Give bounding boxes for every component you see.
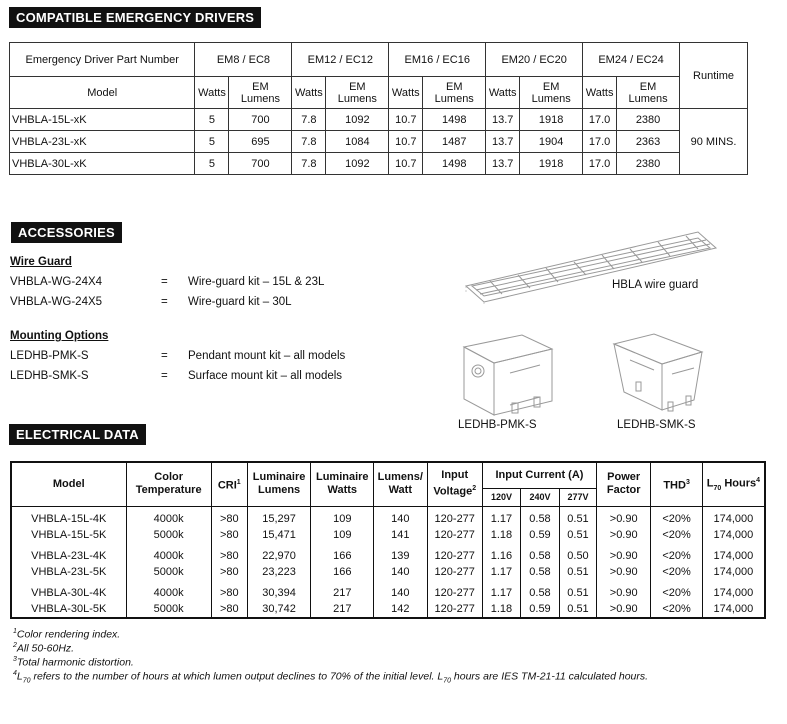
cell: 1487 — [423, 131, 486, 153]
cell: 0.58 — [520, 549, 559, 565]
cell: 30,394 — [247, 586, 311, 602]
footnote-3: $^3$Total harmonic distortion. — [13, 656, 134, 669]
cell: 0.50 — [560, 549, 597, 565]
cell: 0.51 — [560, 586, 597, 602]
wire-guard-title: Wire Guard — [10, 256, 72, 268]
group-em24: EM24 / EC24 — [583, 43, 680, 77]
cell: 141 — [374, 528, 427, 544]
cell: 174,000 — [702, 549, 765, 565]
cell: 5 — [195, 109, 229, 131]
cell: 140 — [374, 565, 427, 581]
cell: 1.17 — [482, 565, 520, 581]
cell: >80 — [211, 528, 247, 544]
cell: 7.8 — [292, 109, 326, 131]
group-em16: EM16 / EC16 — [389, 43, 486, 77]
mount-desc: Surface mount kit – all models — [188, 370, 343, 382]
cell: >80 — [211, 586, 247, 602]
watts-label: Watts — [195, 77, 229, 109]
cell: >0.90 — [596, 528, 650, 544]
cell: 2380 — [617, 109, 680, 131]
mount-part: LEDHB-PMK-S — [10, 350, 89, 362]
cell: 166 — [311, 549, 374, 565]
cell: >0.90 — [596, 565, 650, 581]
cell: 166 — [311, 565, 374, 581]
cell: VHBLA-23L-4K — [11, 549, 126, 565]
cell: 0.58 — [520, 586, 559, 602]
cell: 109 — [311, 512, 374, 528]
mounting-title: Mounting Options — [10, 330, 109, 342]
cell: 120-277 — [427, 549, 482, 565]
cell: >80 — [211, 512, 247, 528]
pmk-caption: LEDHB-PMK-S — [458, 419, 537, 431]
cell: VHBLA-30L-5K — [11, 602, 126, 619]
cell: 1904 — [520, 131, 583, 153]
model-cell: VHBLA-30L-xK — [10, 153, 195, 175]
wire-guard-desc: Wire-guard kit – 15L & 23L — [188, 276, 325, 288]
cell: 174,000 — [702, 586, 765, 602]
cell: 1092 — [326, 153, 389, 175]
group-em12: EM12 / EC12 — [292, 43, 389, 77]
cell: 0.59 — [520, 528, 559, 544]
table-row — [11, 586, 765, 602]
cell: <20% — [651, 565, 702, 581]
col-lpw: Lumens/ Watt — [374, 462, 427, 506]
footnote-1: $^1$Color rendering index. — [13, 628, 121, 641]
compat-header: COMPATIBLE EMERGENCY DRIVERS — [9, 7, 261, 28]
cell: VHBLA-15L-5K — [11, 528, 126, 544]
cell: 1498 — [423, 153, 486, 175]
cell: 7.8 — [292, 131, 326, 153]
table-row — [11, 549, 765, 565]
cell: 1498 — [423, 109, 486, 131]
cell: 1.18 — [482, 602, 520, 619]
wire-guard-part: VHBLA-WG-24X4 — [10, 276, 103, 288]
cell: 0.58 — [520, 512, 559, 528]
cell: 1092 — [326, 109, 389, 131]
cell: 5000k — [126, 602, 211, 619]
col-lum-lumens: Luminaire Lumens — [247, 462, 311, 506]
footnote-4: $^4L_{70}$ refers to the number of hours at which lumen output declines to 70% of the initial level. $L_{70}$ hours are IES TM-21-11 calculated hours. — [13, 670, 649, 685]
lumens-label: EM Lumens — [423, 77, 486, 109]
mount-part: LEDHB-SMK-S — [10, 370, 89, 382]
runtime-value: 90 MINS. — [680, 109, 748, 175]
cell: 120-277 — [427, 602, 482, 619]
cell: 0.51 — [560, 565, 597, 581]
cell: 13.7 — [486, 131, 520, 153]
watts-label: Watts — [486, 77, 520, 109]
cell: 22,970 — [247, 549, 311, 565]
table-row — [10, 153, 748, 175]
surface-mount-illustration — [610, 330, 710, 420]
col-cri: CRI$^1$ — [211, 462, 247, 506]
pendant-mount-illustration — [452, 327, 562, 422]
cell: 15,471 — [247, 528, 311, 544]
cell: 1.18 — [482, 528, 520, 544]
group-em8: EM8 / EC8 — [195, 43, 292, 77]
col-lum-watts: Luminaire Watts — [311, 462, 374, 506]
col-277v: 277V — [560, 488, 597, 506]
cell: 140 — [374, 512, 427, 528]
cell: <20% — [651, 586, 702, 602]
cell: 1.17 — [482, 586, 520, 602]
col-color-temp: Color Temperature — [126, 462, 211, 506]
equals-sign: = — [161, 276, 168, 288]
group-em20: EM20 / EC20 — [486, 43, 583, 77]
table-row — [11, 512, 765, 528]
footnote-2: $^2$All 50-60Hz. — [13, 642, 75, 655]
cell: >0.90 — [596, 602, 650, 619]
cell: 174,000 — [702, 512, 765, 528]
table-row — [11, 602, 765, 619]
col-input-voltage: Input Voltage$^2$ — [427, 462, 482, 506]
cell: 700 — [229, 109, 292, 131]
table-row — [11, 528, 765, 544]
cell: 5 — [195, 131, 229, 153]
cell: 2363 — [617, 131, 680, 153]
cell: >80 — [211, 602, 247, 619]
watts-label: Watts — [583, 77, 617, 109]
cell: 174,000 — [702, 565, 765, 581]
cell: >80 — [211, 549, 247, 565]
cell: VHBLA-30L-4K — [11, 586, 126, 602]
cell: 120-277 — [427, 512, 482, 528]
lumens-label: EM Lumens — [617, 77, 680, 109]
cell: VHBLA-23L-5K — [11, 565, 126, 581]
cell: 10.7 — [389, 109, 423, 131]
cell: 1.17 — [482, 512, 520, 528]
cell: 17.0 — [583, 109, 617, 131]
cell: >0.90 — [596, 586, 650, 602]
cell: 1084 — [326, 131, 389, 153]
lumens-label: EM Lumens — [229, 77, 292, 109]
table-row — [11, 565, 765, 581]
cell: 10.7 — [389, 153, 423, 175]
cell: 13.7 — [486, 153, 520, 175]
wire-guard-desc: Wire-guard kit – 30L — [188, 296, 292, 308]
cell: VHBLA-15L-4K — [11, 512, 126, 528]
watts-label: Watts — [292, 77, 326, 109]
col-120v: 120V — [482, 488, 520, 506]
cell: 5 — [195, 153, 229, 175]
part-number-label: Emergency Driver Part Number — [10, 43, 195, 77]
electrical-data-table — [10, 461, 766, 619]
cell: 5000k — [126, 565, 211, 581]
table-row — [10, 131, 748, 153]
cell: 695 — [229, 131, 292, 153]
cell: 1.16 — [482, 549, 520, 565]
runtime-label: Runtime — [680, 43, 748, 109]
model-label: Model — [10, 77, 195, 109]
cell: 0.51 — [560, 528, 597, 544]
wire-guard-illustration — [462, 228, 722, 306]
accessories-header: ACCESSORIES — [11, 222, 122, 243]
cell: 139 — [374, 549, 427, 565]
cell: 10.7 — [389, 131, 423, 153]
col-240v: 240V — [520, 488, 559, 506]
table-row — [10, 109, 748, 131]
cell: >80 — [211, 565, 247, 581]
cell: 4000k — [126, 549, 211, 565]
cell: 23,223 — [247, 565, 311, 581]
cell: 700 — [229, 153, 292, 175]
cell: <20% — [651, 512, 702, 528]
model-cell: VHBLA-15L-xK — [10, 109, 195, 131]
lumens-label: EM Lumens — [326, 77, 389, 109]
cell: 15,297 — [247, 512, 311, 528]
cell: 174,000 — [702, 528, 765, 544]
equals-sign: = — [161, 296, 168, 308]
cell: 0.51 — [560, 602, 597, 619]
mount-desc: Pendant mount kit – all models — [188, 350, 346, 362]
cell: 17.0 — [583, 131, 617, 153]
cell: 0.51 — [560, 512, 597, 528]
col-thd: THD$^3$ — [651, 462, 702, 506]
cell: 17.0 — [583, 153, 617, 175]
cell: <20% — [651, 602, 702, 619]
model-cell: VHBLA-23L-xK — [10, 131, 195, 153]
cell: 142 — [374, 602, 427, 619]
cell: 140 — [374, 586, 427, 602]
cell: 1918 — [520, 153, 583, 175]
col-power-factor: Power Factor — [596, 462, 650, 506]
electrical-header: ELECTRICAL DATA — [9, 424, 146, 445]
wire-guard-caption: HBLA wire guard — [612, 279, 699, 291]
col-l70: $L_{70}$ Hours$^4$ — [702, 462, 765, 506]
cell: 120-277 — [427, 565, 482, 581]
cell: 0.59 — [520, 602, 559, 619]
cell: 7.8 — [292, 153, 326, 175]
cell: 0.58 — [520, 565, 559, 581]
equals-sign: = — [161, 350, 168, 362]
smk-caption: LEDHB-SMK-S — [617, 419, 696, 431]
cell: 120-277 — [427, 528, 482, 544]
watts-label: Watts — [389, 77, 423, 109]
lumens-label: EM Lumens — [520, 77, 583, 109]
cell: 1918 — [520, 109, 583, 131]
cell: 217 — [311, 586, 374, 602]
cell: >0.90 — [596, 512, 650, 528]
cell: 4000k — [126, 586, 211, 602]
cell: 174,000 — [702, 602, 765, 619]
cell: <20% — [651, 528, 702, 544]
col-input-current: Input Current (A) — [482, 462, 596, 488]
cell: 217 — [311, 602, 374, 619]
cell: 13.7 — [486, 109, 520, 131]
cell: 2380 — [617, 153, 680, 175]
cell: <20% — [651, 549, 702, 565]
cell: 120-277 — [427, 586, 482, 602]
cell: >0.90 — [596, 549, 650, 565]
cell: 30,742 — [247, 602, 311, 619]
wire-guard-part: VHBLA-WG-24X5 — [10, 296, 103, 308]
col-model: Model — [11, 462, 126, 506]
cell: 4000k — [126, 512, 211, 528]
cell: 109 — [311, 528, 374, 544]
emergency-drivers-table — [9, 42, 748, 175]
equals-sign: = — [161, 370, 168, 382]
cell: 5000k — [126, 528, 211, 544]
